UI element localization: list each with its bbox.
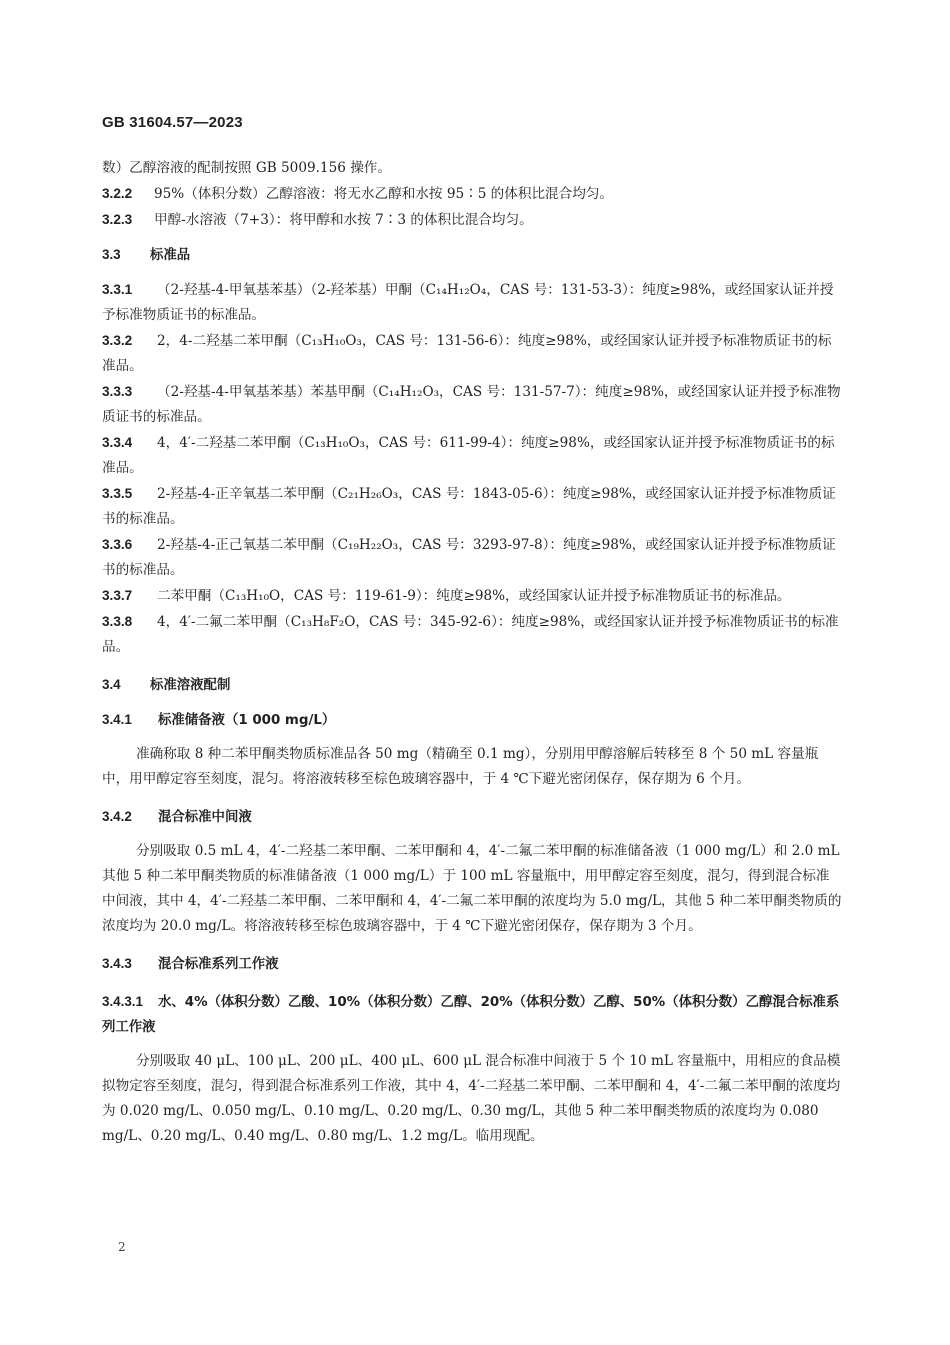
clause-number: 3.3.4 bbox=[102, 435, 133, 450]
section-3-4-heading bbox=[102, 672, 842, 698]
clause-number: 3.2.2 bbox=[102, 186, 133, 201]
clause-3-2-3 bbox=[102, 207, 842, 233]
section-3-4-2-heading bbox=[102, 804, 842, 830]
clause-text: 4，4′-二羟基二苯甲酮（C₁₃H₁₀O₃，CAS 号：611-99-4）：纯度≥98%，或经国家认证并授予标准物质证书的标准品。 bbox=[102, 435, 835, 476]
clause-number: 3.3.5 bbox=[102, 486, 133, 501]
paragraph-3-4-3-1: 分别吸取 40 μL、100 μL、200 μL、400 μL、600 μL 混合标准中间液于 5 个 10 mL 容量瓶中，用相应的食品模拟物定容至刻度，混匀，得到混合标准系列工作液，其中 4，4′-二羟基二苯甲酮、二苯甲酮和 4，4′-二氟二苯甲酮的浓度均为 0.020 mg/L、0.050 mg/L、0.10 mg/L、0.20 mg/L、0.30 mg/L，其他 5 种二苯甲酮类物质的浓度均为 0.080 mg/L、0.20 mg/L、0.40 mg/L、0.80 mg/L、1.2 mg/L。临用现配。 bbox=[102, 1053, 841, 1144]
section-3-4-3-1-heading bbox=[102, 989, 842, 1040]
clause-number: 3.3.8 bbox=[102, 614, 133, 629]
section-title: 混合标准系列工作液 bbox=[158, 957, 279, 972]
clause-3-3-6 bbox=[102, 532, 842, 583]
section-title: 标准品 bbox=[150, 248, 191, 263]
section-number: 3.4.3.1 bbox=[102, 994, 143, 1009]
document-body bbox=[102, 156, 842, 1149]
section-title: 水、4%（体积分数）乙酸、10%（体积分数）乙醇、20%（体积分数）乙醇、50%（体积分数）乙醇混合标准系列工作液 bbox=[102, 995, 840, 1035]
page-number: 2 bbox=[118, 1240, 126, 1254]
section-number: 3.4.3 bbox=[102, 956, 132, 971]
clause-text: （2-羟基-4-甲氧基苯基）苯基甲酮（C₁₄H₁₂O₃，CAS 号：131-57-7）：纯度≥98%，或经国家认证并授予标准物质证书的标准品。 bbox=[102, 384, 841, 425]
clause-number: 3.3.7 bbox=[102, 588, 133, 603]
section-number: 3.4.1 bbox=[102, 712, 132, 727]
section-number: 3.3 bbox=[102, 247, 121, 262]
section-3-4-3-heading bbox=[102, 951, 842, 977]
section-title: 混合标准中间液 bbox=[158, 810, 252, 825]
clause-text: （2-羟基-4-甲氧基苯基）（2-羟苯基）甲酮（C₁₄H₁₂O₄，CAS 号：131-53-3）：纯度≥98%，或经国家认证并授予标准物质证书的标准品。 bbox=[102, 282, 834, 323]
clause-number: 3.3.2 bbox=[102, 333, 133, 348]
clause-number: 3.2.3 bbox=[102, 212, 133, 227]
clause-3-3-8 bbox=[102, 609, 842, 660]
clause-number: 3.3.1 bbox=[102, 282, 133, 297]
paragraph-3-4-2: 分别吸取 0.5 mL 4，4′-二羟基二苯甲酮、二苯甲酮和 4，4′-二氟二苯甲酮的标准储备液（1 000 mg/L）和 2.0 mL 其他 5 种二苯甲酮类物质的标准储备液（1 000 mg/L）于 100 mL 容量瓶中，用甲醇定容至刻度，混匀，得到混合标准中间液，其中 4，4′-二羟基二苯甲酮、二苯甲酮和 4，4′-二氟二苯甲酮的浓度均为 5.0 mg/L，其他 5 种二苯甲酮类物质的浓度均为 20.0 mg/L。将溶液转移至棕色玻璃容器中，于 4 ℃下避光密闭保存，保存期为 3 个月。 bbox=[102, 843, 842, 934]
paragraph-continuation: 数）乙醇溶液的配制按照 GB 5009.156 操作。 bbox=[102, 160, 391, 176]
section-number: 3.4 bbox=[102, 677, 121, 692]
clause-text: 二苯甲酮（C₁₃H₁₀O，CAS 号：119-61-9）：纯度≥98%，或经国家认证并授予标准物质证书的标准品。 bbox=[157, 588, 791, 604]
clause-3-3-2 bbox=[102, 328, 842, 379]
clause-text: 95%（体积分数）乙醇溶液：将无水乙醇和水按 95∶5 的体积比混合均匀。 bbox=[154, 186, 614, 202]
clause-3-3-3 bbox=[102, 379, 842, 430]
clause-3-3-7 bbox=[102, 583, 842, 609]
clause-text: 甲醇-水溶液（7+3）：将甲醇和水按 7∶3 的体积比混合均匀。 bbox=[154, 212, 533, 228]
clause-text: 4，4′-二氟二苯甲酮（C₁₃H₈F₂O，CAS 号：345-92-6）：纯度≥98%，或经国家认证并授予标准物质证书的标准品。 bbox=[102, 614, 839, 655]
clause-text: 2-羟基-4-正己氧基二苯甲酮（C₁₉H₂₂O₃，CAS 号：3293-97-8）：纯度≥98%，或经国家认证并授予标准物质证书的标准品。 bbox=[102, 537, 836, 578]
section-title: 标准溶液配制 bbox=[150, 678, 231, 693]
clause-number: 3.3.3 bbox=[102, 384, 133, 399]
paragraph-3-4-1: 准确称取 8 种二苯甲酮类物质标准品各 50 mg（精确至 0.1 mg），分别用甲醇溶解后转移至 8 个 50 mL 容量瓶中，用甲醇定容至刻度，混匀。将溶液转移至棕色玻璃容器中，于 4 ℃下避光密闭保存，保存期为 6 个月。 bbox=[102, 746, 819, 787]
standard-code-header: GB 31604.57—2023 bbox=[102, 114, 243, 131]
clause-3-3-1 bbox=[102, 277, 842, 328]
clause-number: 3.3.6 bbox=[102, 537, 133, 552]
clause-text: 2-羟基-4-正辛氧基二苯甲酮（C₂₁H₂₆O₃，CAS 号：1843-05-6）：纯度≥98%，或经国家认证并授予标准物质证书的标准品。 bbox=[102, 486, 836, 527]
clause-3-2-2 bbox=[102, 181, 842, 207]
clause-text: 2，4-二羟基二苯甲酮（C₁₃H₁₀O₃，CAS 号：131-56-6）：纯度≥98%，或经国家认证并授予标准物质证书的标准品。 bbox=[102, 333, 832, 374]
section-3-4-1-heading bbox=[102, 707, 842, 733]
clause-3-3-4 bbox=[102, 430, 842, 481]
section-number: 3.4.2 bbox=[102, 809, 132, 824]
clause-3-3-5 bbox=[102, 481, 842, 532]
section-3-3-heading bbox=[102, 242, 842, 268]
section-title: 标准储备液（1 000 mg/L） bbox=[158, 713, 336, 728]
